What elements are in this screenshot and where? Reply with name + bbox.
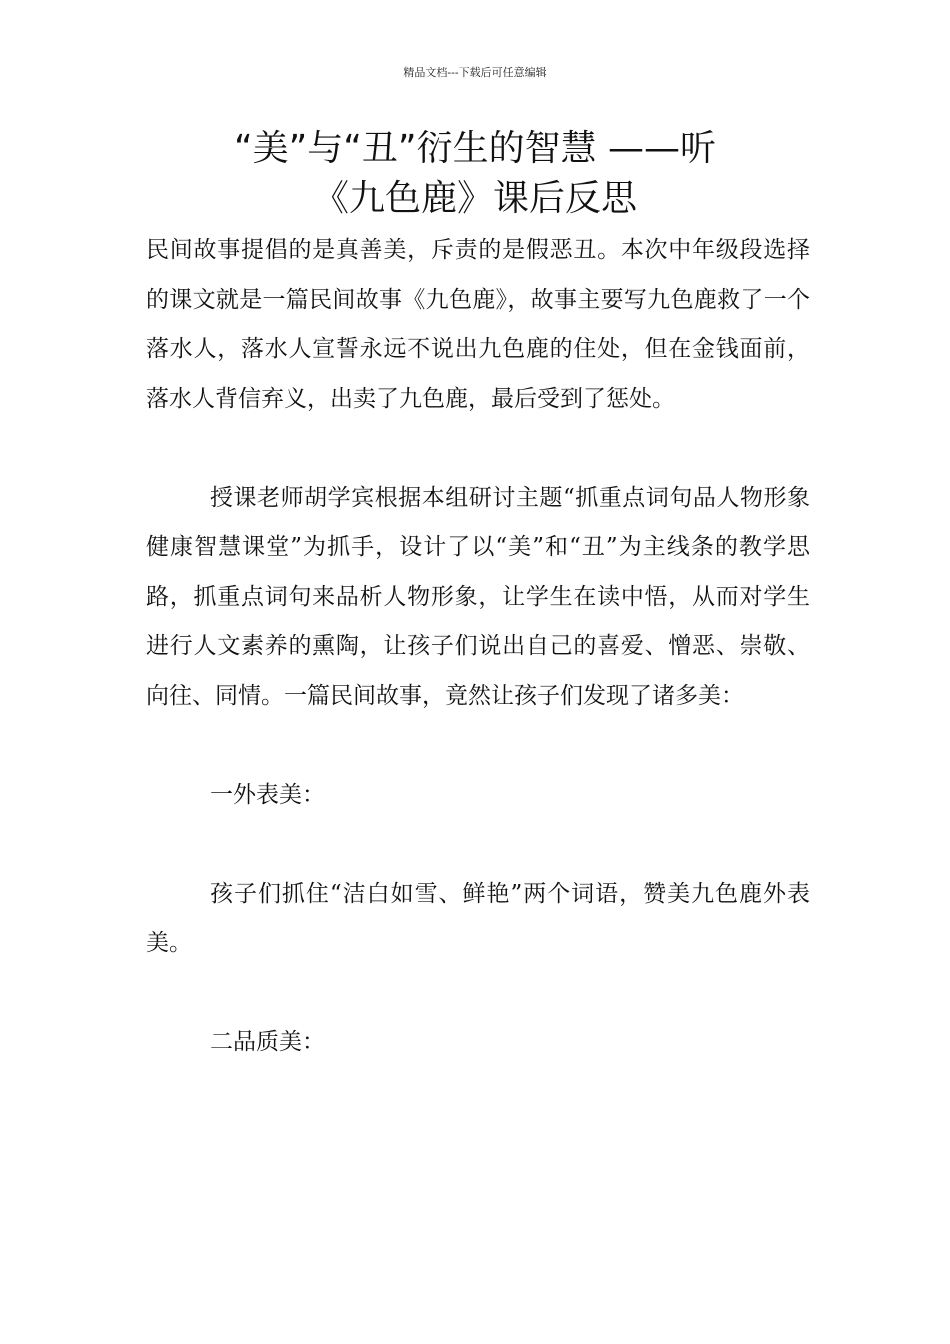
paragraph-appearance: 孩子们抓住“洁白如雪、鲜艳”两个词语，赞美九色鹿外表美。 — [146, 880, 810, 956]
title-line-2: 《九色鹿》课后反思 — [312, 178, 637, 219]
paragraph-teaching-design: 授课老师胡学宾根据本组研讨主题“抓重点词句品人物形象健康智慧课堂”为抓手，设计了以“美”和“丑”为主线条的教学思路，抓重点词句来品析人物形象，让学生在读中悟，从而对学生进行人文素养的熏陶，让孩子们说出自己的喜爱、憎恶、崇敬、向往、同情。一篇民间故事，竟然让孩子们发现了诸多美： — [146, 484, 810, 709]
section-heading-character: 二品质美： — [210, 1029, 325, 1055]
paragraph-spacer — [146, 721, 810, 771]
paragraph-intro: 民间故事提倡的是真善美，斥责的是假恶丑。本次中年级段选择的课文就是一篇民间故事《九色鹿》，故事主要写九色鹿救了一个落水人，落水人宣誓永远不说出九色鹿的住处，但在金钱面前，落水人背信弃义，出卖了九色鹿，最后受到了惩处。 — [146, 237, 810, 412]
document-body — [146, 226, 810, 1068]
paragraph-spacer — [146, 820, 810, 870]
paragraph-spacer — [146, 424, 810, 474]
section-heading-appearance: 一外表美： — [210, 781, 325, 808]
title-line-1: “美”与“丑”衍生的智慧 ——听 — [233, 128, 717, 169]
header-note: 精品文档---下载后可任意编辑 — [403, 66, 547, 79]
paragraph-spacer — [146, 969, 810, 1019]
document-title — [0, 124, 950, 224]
